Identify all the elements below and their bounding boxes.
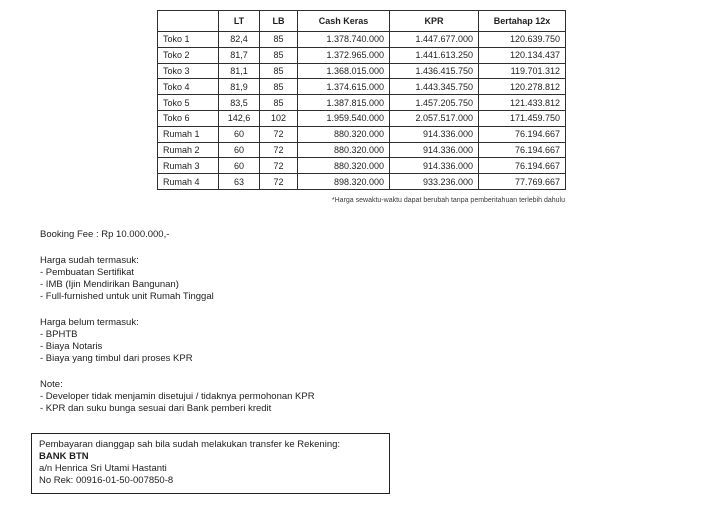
kpr-value: 1.441.613.250 — [390, 47, 479, 63]
lt-value: 81,1 — [219, 63, 260, 79]
unit-name: Rumah 2 — [158, 142, 219, 158]
lt-value: 63 — [219, 174, 260, 190]
kpr-value: 1.436.415.750 — [390, 63, 479, 79]
lt-value: 60 — [219, 142, 260, 158]
note-item: - KPR dan suku bunga sesuai dari Bank pemberi kredit — [40, 403, 272, 414]
kpr-value: 914.336.000 — [390, 158, 479, 174]
table-row — [158, 174, 566, 190]
excluded-item: - Biaya Notaris — [40, 341, 103, 352]
cash-keras-value: 1.368.015.000 — [298, 63, 390, 79]
included-item: - IMB (Ijin Mendirikan Bangunan) — [40, 279, 179, 290]
cash-keras-value: 880.320.000 — [298, 142, 390, 158]
unit-name: Toko 3 — [158, 63, 219, 79]
kpr-value: 914.336.000 — [390, 142, 479, 158]
note-item: - Developer tidak menjamin disetujui / tidaknya permohonan KPR — [40, 391, 315, 402]
header-bertahap-12x: Bertahap 12x — [479, 11, 566, 32]
excluded-item: - BPHTB — [40, 329, 78, 340]
account-number: No Rek: 00916-01-50-007850-8 — [39, 475, 174, 486]
bertahap-value: 120.134.437 — [479, 47, 566, 63]
cash-keras-value: 1.959.540.000 — [298, 110, 390, 126]
header-kpr: KPR — [390, 11, 479, 32]
cash-keras-value: 1.378.740.000 — [298, 32, 390, 48]
price-table — [157, 10, 566, 190]
table-row — [158, 142, 566, 158]
cash-keras-value: 1.374.615.000 — [298, 79, 390, 95]
table-row — [158, 47, 566, 63]
lt-value: 81,7 — [219, 47, 260, 63]
table-row — [158, 63, 566, 79]
payment-instruction: Pembayaran dianggap sah bila sudah melakukan transfer ke Rekening: — [39, 439, 341, 450]
kpr-value: 1.447.677.000 — [390, 32, 479, 48]
kpr-value: 2.057.517.000 — [390, 110, 479, 126]
lb-value: 102 — [260, 110, 298, 126]
lb-value: 72 — [260, 142, 298, 158]
unit-name: Toko 6 — [158, 110, 219, 126]
table-row — [158, 32, 566, 48]
bertahap-value: 76.194.667 — [479, 126, 566, 142]
booking-fee: Booking Fee : Rp 10.000.000,- — [40, 229, 170, 240]
excluded-item: - Biaya yang timbul dari proses KPR — [40, 353, 193, 364]
lt-value: 83,5 — [219, 95, 260, 111]
lb-value: 85 — [260, 32, 298, 48]
unit-name: Toko 4 — [158, 79, 219, 95]
excluded-title: Harga belum termasuk: — [40, 317, 139, 328]
bertahap-value: 120.639.750 — [479, 32, 566, 48]
table-row — [158, 158, 566, 174]
kpr-value: 1.457.205.750 — [390, 95, 479, 111]
bertahap-value: 119.701.312 — [479, 63, 566, 79]
kpr-value: 933.236.000 — [390, 174, 479, 190]
included-item: - Full-furnished untuk unit Rumah Tinggal — [40, 291, 214, 302]
lb-value: 85 — [260, 63, 298, 79]
terms-text-block — [40, 229, 315, 415]
bertahap-value: 120.278.812 — [479, 79, 566, 95]
bertahap-value: 77.769.667 — [479, 174, 566, 190]
cash-keras-value: 1.372.965.000 — [298, 47, 390, 63]
note-title: Note: — [40, 379, 63, 390]
unit-name: Rumah 4 — [158, 174, 219, 190]
table-row — [158, 79, 566, 95]
lb-value: 72 — [260, 158, 298, 174]
lt-value: 60 — [219, 126, 260, 142]
lt-value: 60 — [219, 158, 260, 174]
bertahap-value: 171.459.750 — [479, 110, 566, 126]
table-row — [158, 126, 566, 142]
bertahap-value: 76.194.667 — [479, 142, 566, 158]
header-cash-keras: Cash Keras — [298, 11, 390, 32]
unit-name: Toko 5 — [158, 95, 219, 111]
header-unit — [158, 11, 219, 32]
payment-box — [31, 433, 390, 494]
lb-value: 85 — [260, 47, 298, 63]
unit-name: Toko 1 — [158, 32, 219, 48]
included-item: - Pembuatan Sertifikat — [40, 267, 134, 278]
bertahap-value: 121.433.812 — [479, 95, 566, 111]
lb-value: 72 — [260, 174, 298, 190]
table-row — [158, 95, 566, 111]
table-footnote: *Harga sewaktu-waktu dapat berubah tanpa pemberitahuan terlebih dahulu — [331, 197, 565, 204]
lt-value: 142,6 — [219, 110, 260, 126]
account-holder: a/n Henrica Sri Utami Hastanti — [39, 463, 167, 474]
cash-keras-value: 880.320.000 — [298, 158, 390, 174]
lt-value: 81,9 — [219, 79, 260, 95]
table-header-row — [158, 11, 566, 32]
bertahap-value: 76.194.667 — [479, 158, 566, 174]
lt-value: 82,4 — [219, 32, 260, 48]
lb-value: 72 — [260, 126, 298, 142]
included-title: Harga sudah termasuk: — [40, 255, 139, 266]
kpr-value: 1.443.345.750 — [390, 79, 479, 95]
cash-keras-value: 1.387.815.000 — [298, 95, 390, 111]
cash-keras-value: 880.320.000 — [298, 126, 390, 142]
unit-name: Rumah 3 — [158, 158, 219, 174]
table-row — [158, 110, 566, 126]
header-lb: LB — [260, 11, 298, 32]
cash-keras-value: 898.320.000 — [298, 174, 390, 190]
header-lt: LT — [219, 11, 260, 32]
kpr-value: 914.336.000 — [390, 126, 479, 142]
unit-name: Rumah 1 — [158, 126, 219, 142]
bank-name: BANK BTN — [39, 451, 89, 462]
unit-name: Toko 2 — [158, 47, 219, 63]
lb-value: 85 — [260, 79, 298, 95]
lb-value: 85 — [260, 95, 298, 111]
